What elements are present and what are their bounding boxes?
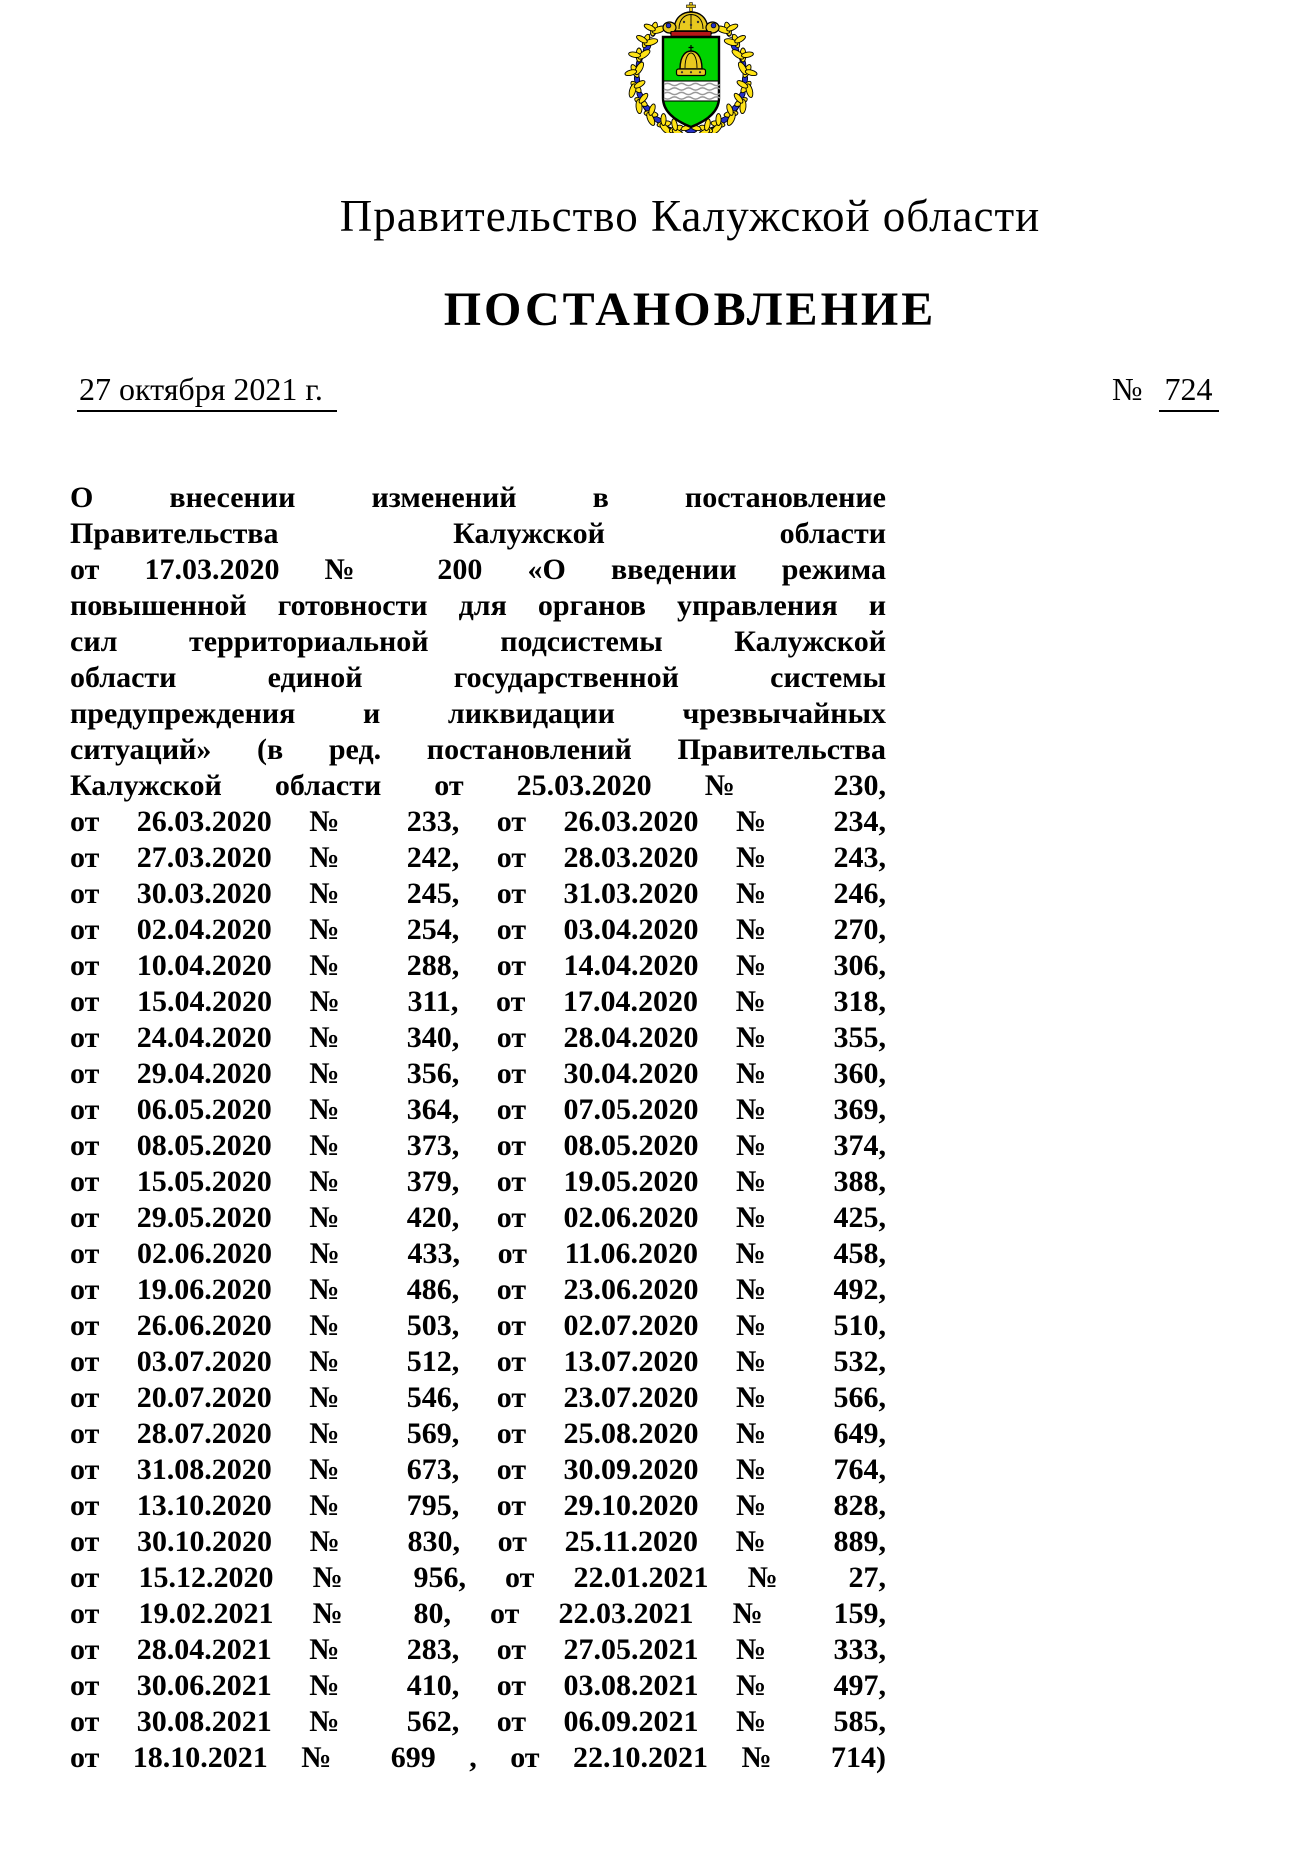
body-line: от 15.12.2020 № 956, от 22.01.2021 № 27, <box>70 1561 886 1594</box>
body-line: О внесении изменений в постановление <box>70 481 886 514</box>
number-sign: № <box>1112 371 1143 407</box>
body-line: от 26.06.2020 № 503, от 02.07.2020 № 510, <box>70 1309 886 1342</box>
body-line: области единой государственной системы <box>70 661 886 694</box>
issue-date: 27 октября 2021 г. <box>77 371 337 412</box>
body-line: от 03.07.2020 № 512, от 13.07.2020 № 532, <box>70 1345 886 1378</box>
body-line: от 30.06.2021 № 410, от 03.08.2021 № 497, <box>70 1669 886 1702</box>
kaluga-coat-of-arms-icon <box>616 1 766 133</box>
body-line: от 19.02.2021 № 80, от 22.03.2021 № 159, <box>70 1597 886 1630</box>
body-line: от 13.10.2020 № 795, от 29.10.2020 № 828, <box>70 1489 886 1522</box>
body-line: от 30.08.2021 № 562, от 06.09.2021 № 585, <box>70 1705 886 1738</box>
body-line: от 27.03.2020 № 242, от 28.03.2020 № 243, <box>70 841 886 874</box>
body-line: Правительства Калужской области <box>70 517 886 550</box>
body-line: от 28.04.2021 № 283, от 27.05.2021 № 333, <box>70 1633 886 1666</box>
body-line: от 15.05.2020 № 379, от 19.05.2020 № 388, <box>70 1165 886 1198</box>
document-type-title: ПОСТАНОВЛЕНИЕ <box>443 283 937 336</box>
body-line: от 20.07.2020 № 546, от 23.07.2020 № 566, <box>70 1381 886 1414</box>
body-line: от 24.04.2020 № 340, от 28.04.2020 № 355, <box>70 1021 886 1054</box>
document-body <box>70 480 886 1776</box>
body-line: от 06.05.2020 № 364, от 07.05.2020 № 369, <box>70 1093 886 1126</box>
body-line: от 29.04.2020 № 356, от 30.04.2020 № 360, <box>70 1057 886 1090</box>
body-line: от 15.04.2020 № 311, от 17.04.2020 № 318, <box>70 985 886 1018</box>
body-line: от 26.03.2020 № 233, от 26.03.2020 № 234, <box>70 805 886 838</box>
body-line: от 31.08.2020 № 673, от 30.09.2020 № 764, <box>70 1453 886 1486</box>
body-line: предупреждения и ликвидации чрезвычайных <box>70 697 886 730</box>
body-line: от 08.05.2020 № 373, от 08.05.2020 № 374, <box>70 1129 886 1162</box>
body-line: от 28.07.2020 № 569, от 25.08.2020 № 649, <box>70 1417 886 1450</box>
body-line: повышенной готовности для органов управления и <box>70 589 886 622</box>
body-line: от 30.03.2020 № 245, от 31.03.2020 № 246, <box>70 877 886 910</box>
body-line: от 17.03.2020 № 200 «О введении режима <box>70 553 886 586</box>
number-value: 724 <box>1159 371 1219 412</box>
body-line: от 10.04.2020 № 288, от 14.04.2020 № 306, <box>70 949 886 982</box>
body-line: ситуаций» (в ред. постановлений Правительства <box>70 733 886 766</box>
issue-number <box>1112 371 1219 412</box>
body-line: Калужской области от 25.03.2020 № 230, <box>70 769 886 802</box>
body-line: от 02.06.2020 № 433, от 11.06.2020 № 458, <box>70 1237 886 1270</box>
body-line: сил территориальной подсистемы Калужской <box>70 625 886 658</box>
body-line: от 02.04.2020 № 254, от 03.04.2020 № 270, <box>70 913 886 946</box>
body-line: от 18.10.2021 № 699 , от 22.10.2021 № 714) <box>70 1741 886 1774</box>
body-line: от 19.06.2020 № 486, от 23.06.2020 № 492, <box>70 1273 886 1306</box>
body-line: от 29.05.2020 № 420, от 02.06.2020 № 425, <box>70 1201 886 1234</box>
organization-name: Правительство Калужской области <box>339 191 1041 241</box>
body-line: от 30.10.2020 № 830, от 25.11.2020 № 889, <box>70 1525 886 1558</box>
